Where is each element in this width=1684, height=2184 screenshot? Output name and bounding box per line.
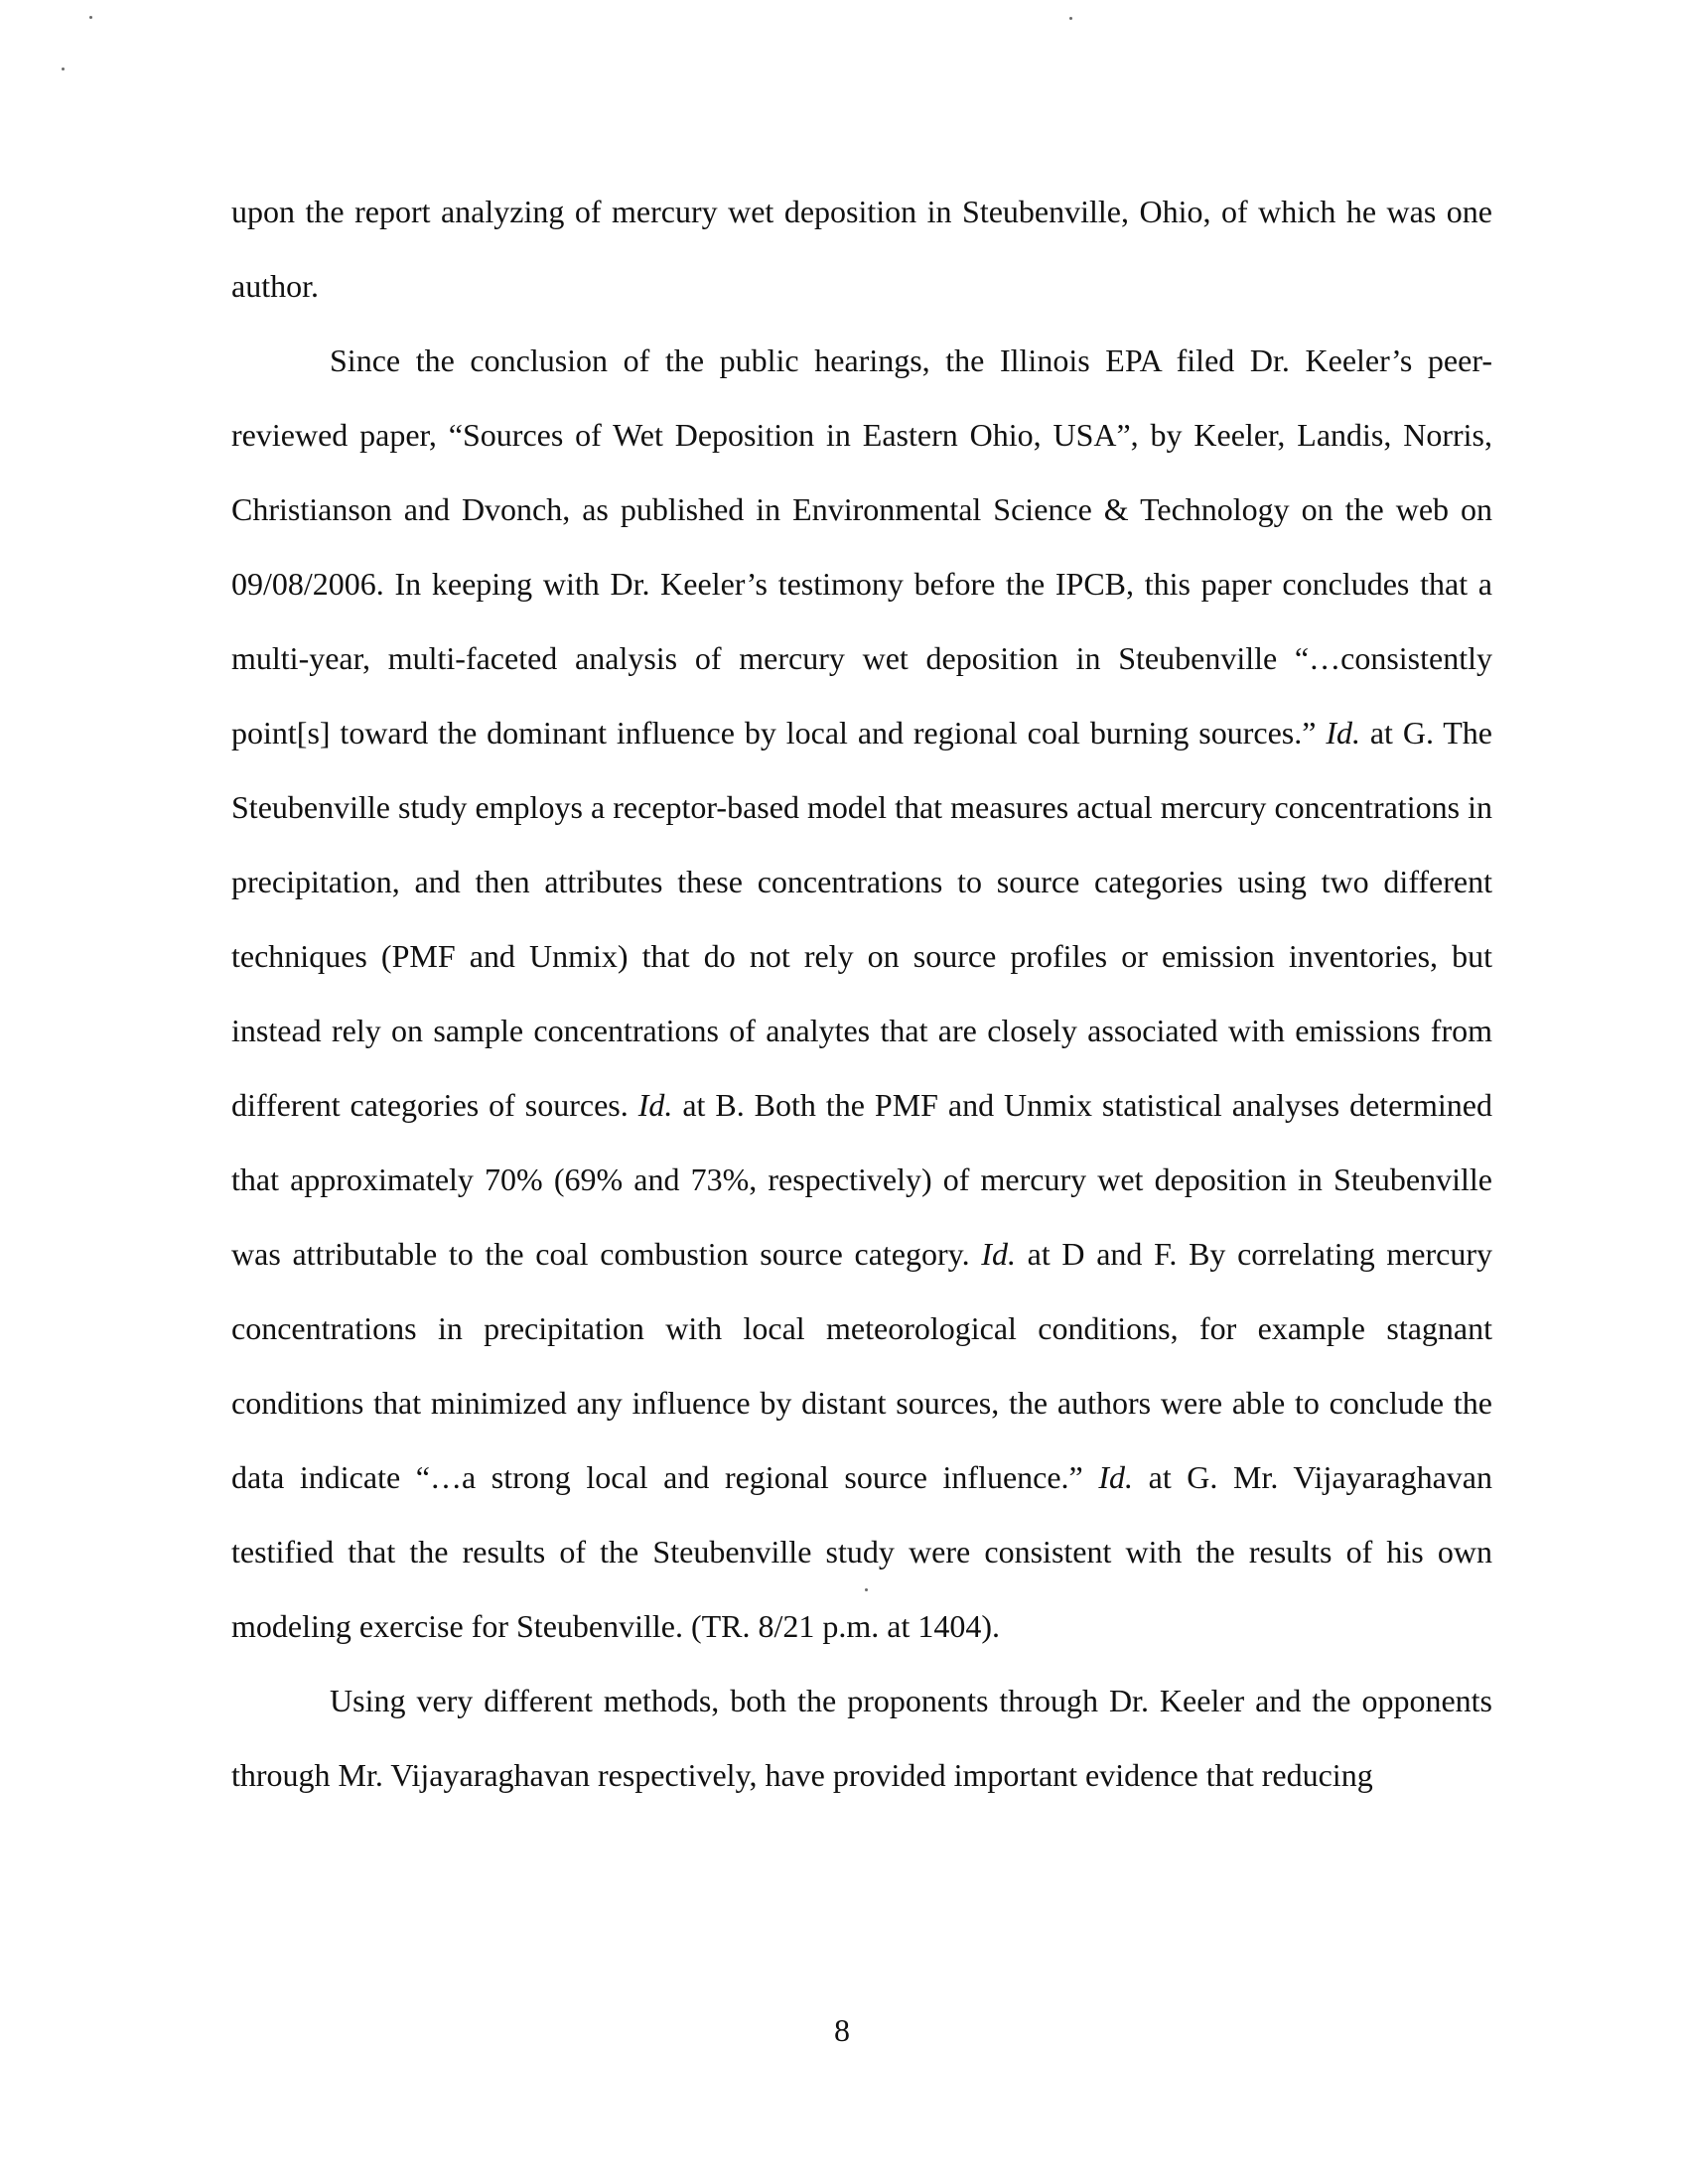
citation-id: Id.	[1326, 715, 1360, 751]
page-number: 8	[834, 2012, 850, 2048]
citation-id: Id.	[637, 1087, 673, 1123]
citation-id: Id.	[1098, 1459, 1134, 1495]
citation-id: Id.	[981, 1236, 1016, 1272]
scan-speck	[89, 16, 92, 19]
body-text	[231, 175, 1492, 1813]
scan-speck	[1069, 17, 1072, 20]
text-run: at G. Mr. Vijayaraghavan testified that the results of the Steubenville study were consistent with the results of his own modeling exercise for Steubenville. (TR. 8/21 p.m. at 1404).	[231, 1459, 1493, 1644]
text-run: at B. Both the PMF and Unmix statistical analyses determined that approximately 70% (69% and 73%, respectively) of mercury wet deposition in Steubenville was attributable to the coal combustion source category.	[231, 1087, 1493, 1272]
text-run: upon the report analyzing of mercury wet deposition in Steubenville, Ohio, of which he was one author.	[231, 194, 1492, 304]
text-run: at G. The Steubenville study employs a receptor-based model that measures actual mercury concentrations in precipitation, and then attributes these concentrations to source categories using two different techniques (PMF and Unmix) that do not rely on source profiles or emission inventories, but instead rely on sample concentrations of analytes that are closely associated with emissions from different categories of sources.	[231, 715, 1493, 1123]
paragraph-conclusion-start	[231, 1664, 1492, 1813]
text-run: at D and F. By correlating mercury concentrations in precipitation with local meteorological conditions, for example stagnant conditions that minimized any influence by distant sources, the authors were able to conclude the data indicate “…a strong local and regional source influence.”	[231, 1236, 1493, 1495]
text-run: Using very different methods, both the proponents through Dr. Keeler and the opponents through Mr. Vijayaraghavan respectively, have provided important evidence that reducing	[231, 1683, 1492, 1793]
scan-speck	[62, 68, 65, 70]
paragraph-keeler-paper	[231, 324, 1492, 1664]
text-run: Since the conclusion of the public hearings, the Illinois EPA filed Dr. Keeler’s peer-reviewed paper, “Sources of Wet Deposition in Eastern Ohio, USA”, by Keeler, Landis, Norris, Christianson and Dvonch, as published in Environmental Science & Technology on the web on 09/08/2006. In keeping with Dr. Keeler’s testimony before the IPCB, this paper concludes that a multi-year, multi-faceted analysis of mercury wet deposition in Steubenville “…consistently point[s] toward the dominant influence by local and regional coal burning sources.”	[231, 342, 1492, 751]
paragraph-continuation	[231, 175, 1492, 324]
